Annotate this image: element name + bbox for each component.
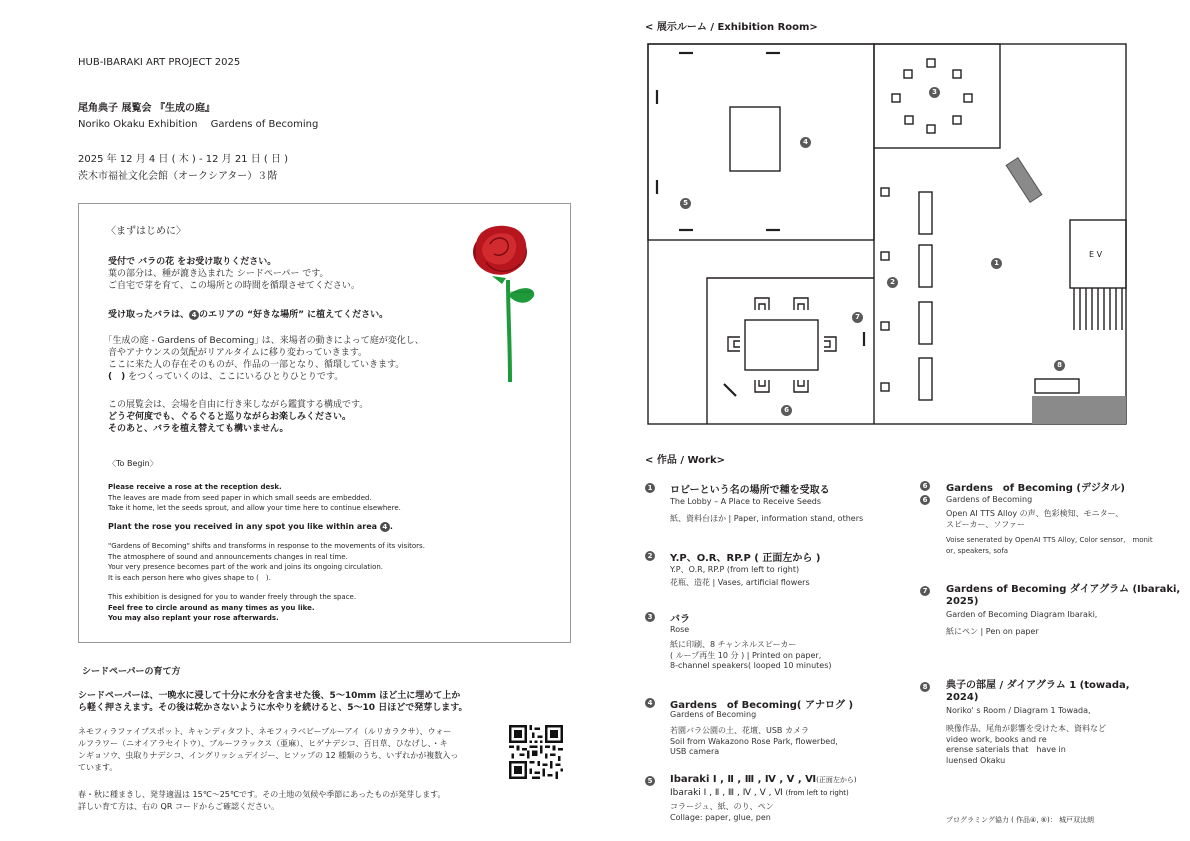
- intro-p4-line3: そのあと、バラを植え替えても構いません。: [108, 424, 289, 434]
- intro-en-paragraph-2: Plant the rose you received in any spot you like within area 4 .: [108, 522, 393, 531]
- work-4-title: Gardens of Becoming( アナログ ): [670, 700, 854, 711]
- seed-line3: ンギョソウ、虫取りナデシコ、イングリッシュデイジー、ヒソップの 12 種類のうち、いずれかが複数入っ: [78, 751, 459, 760]
- intro-p3-line1: ｢生成の庭 - Gardens of Becoming｣ は、来場者の動きによって庭が変化し、: [108, 336, 424, 346]
- intro-e1-line2: The leaves are made from seed paper in which small seeds are embedded.: [108, 493, 372, 502]
- work-1-title: ロビーという名の場所で種を受取る: [670, 485, 830, 496]
- intro-e4-line2: Feel free to circle around as many times as you like.: [108, 603, 315, 612]
- programming-credit: プログラミング協力 ( 作品④, ⑥)： 城戸双汰朗: [946, 816, 1094, 824]
- work-4-materials-line3: USB camera: [670, 747, 720, 756]
- work-2-subtitle: Y.P、O.R, RP.P (from left to right): [670, 565, 800, 574]
- intro-p1-line3: ご自宅で芽を育て、この場所との時間を循環させてください。: [108, 281, 360, 291]
- intro-p4-line2: どうぞ何度でも、ぐるぐると巡りながらお楽しみください。: [108, 412, 352, 422]
- work-1-number: 1: [645, 483, 655, 493]
- work-8-materials-line1: 映像作品、尾角が影響を受けた本、資料など: [946, 724, 1106, 733]
- intro-p4-line1: この展覧会は、会場を自由に行き来しながら鑑賞する構成です。: [108, 400, 369, 410]
- intro-heading-ja: 〈まずはじめに〉: [106, 226, 186, 237]
- intro-e3-line2: The atmosphere of sound and announcements changes in real time.: [108, 552, 348, 561]
- map-marker-5: 5: [680, 198, 691, 209]
- work-6-materials-line2: スピーカー、ソファー: [946, 519, 1026, 529]
- intro-p3-line3: ここに来た人の存在そのものが、作品の一部となり、循環していきます。: [108, 360, 405, 370]
- map-marker-7: 7: [852, 312, 863, 323]
- seed-line2: ルフラワー（ニオイアラセイトウ）、ブルーフラックス（亜麻）、ヒゲナデシコ、百日草、ひなげし、・キ: [78, 739, 448, 748]
- work-8-title-line2: 2024): [946, 692, 979, 703]
- work-4-materials-line1: 若園バラ公園の土、花壇、USB カメラ: [670, 726, 809, 735]
- work-5-title-note: (正面左から): [816, 776, 857, 784]
- work-1-subtitle: The Lobby – A Place to Receive Seeds: [670, 497, 822, 506]
- work-3-materials-line1: 紙に印刷、8 チャンネルスピーカー: [670, 640, 797, 649]
- intro-en-paragraph-4: [108, 592, 356, 624]
- project-name: HUB-IBARAKI ART PROJECT 2025: [78, 57, 241, 68]
- seed-heading: シードペーパーの育て方: [82, 667, 181, 677]
- work-6-subtitle: Gardens of Becoming: [946, 495, 1033, 504]
- intro-en-paragraph-1: [108, 482, 401, 514]
- intro-p3-line4: をつくっていくのは、ここにいるひとりひとりです。: [128, 372, 344, 382]
- seed-line5: 春・秋に種まきし、発芽適温は 15℃〜25℃です。その土地の気候や季節にあったものが発芽します。: [78, 790, 446, 799]
- intro-e1-bold: Please receive a rose at the reception desk.: [108, 483, 282, 491]
- intro-e3-line1: "Gardens of Becoming" shifts and transforms in response to the movements of its visitors.: [108, 542, 425, 550]
- exhibition-venue: 茨木市福祉文化会館（オークシアター）３階: [78, 171, 278, 182]
- intro-p2-bold-a: 受け取ったバラは、: [108, 310, 190, 320]
- work-8-materials-line2: video work, books and re: [946, 734, 1047, 744]
- exhibition-dates: 2025 年 12 月 4 日 ( 木 ) - 12 月 21 日 ( 日 ): [78, 154, 289, 165]
- work-8-number: 8: [920, 682, 930, 692]
- work-3-title: バラ: [670, 614, 690, 625]
- intro-p3-line2: 音やアナウンスの気配がリアルタイムに移り変わっていきます。: [108, 348, 368, 358]
- work-5-title: Ibaraki Ⅰ , Ⅱ , Ⅲ , Ⅳ , Ⅴ , Ⅵ: [670, 774, 817, 785]
- work-3-materials-line2: ( ループ再生 10 分 ) | Printed on paper,: [670, 650, 822, 660]
- work-8-title-block: [946, 680, 1130, 704]
- intro-e4-line3: You may also replant your rose afterwards.: [108, 614, 279, 622]
- work-7-title: Gardens of Becoming ダイアグラム (Ibaraki,: [946, 584, 1181, 595]
- intro-paragraph-3: [108, 335, 424, 383]
- area-4-badge-en: 4: [380, 522, 390, 532]
- work-3-materials-line3: 8-channel speakers( looped 10 minutes): [670, 661, 832, 670]
- exhibition-title-ja: 尾角典子 展覧会 『生成の庭』: [78, 103, 215, 114]
- area-4-badge: 4: [189, 310, 199, 320]
- work-7-number: 7: [920, 586, 930, 596]
- seed-line4: ています。: [78, 763, 118, 772]
- seed-varieties-paragraph: [78, 726, 458, 774]
- rose-icon: [468, 222, 540, 388]
- intro-en-paragraph-3: [108, 541, 425, 583]
- map-heading: < 展示ルーム / Exhibition Room>: [645, 22, 818, 33]
- intro-p3-bracket: ( ): [108, 372, 126, 382]
- work-2-title: Y.P、O.R、RP.P ( 正面左から ): [670, 553, 821, 564]
- work-6-title: Gardens of Becoming (デジタル): [946, 483, 1125, 494]
- seed-season-paragraph: [78, 789, 446, 813]
- map-marker-4: 4: [800, 137, 811, 148]
- work-5-materials-line1: コラージュ、紙、のり、ペン: [670, 802, 774, 811]
- intro-e4-line1: This exhibition is designed for you to wander freely through the space.: [108, 593, 357, 601]
- work-5-title-row: [670, 774, 857, 785]
- work-6-materials: [946, 509, 1123, 530]
- intro-paragraph-1: [108, 256, 360, 292]
- work-6-number: 6: [920, 481, 930, 491]
- work-7-materials: 紙にペン | Pen on paper: [946, 627, 1039, 636]
- intro-e3-line3: Your very presence becomes part of the work and joins its ongoing circulation.: [108, 563, 384, 571]
- work-8-materials-line4: luensed Okaku: [946, 755, 1006, 765]
- work-3-number: 3: [645, 612, 655, 622]
- work-2-materials: 花瓶、造花 | Vases, artificial flowers: [670, 578, 810, 587]
- work-3-subtitle: Rose: [670, 625, 690, 634]
- work-4-subtitle: Gardens of Becoming: [670, 710, 757, 719]
- map-marker-3: 3: [929, 87, 940, 98]
- intro-paragraph-2: [108, 307, 388, 320]
- work-8-materials: [946, 724, 1106, 766]
- intro-heading-en: 〈To Begin〉: [108, 459, 158, 468]
- intro-p2-bold-b: のエリアの “好きな場所” に植えてください。: [199, 310, 389, 320]
- work-8-title: 典子の部屋 / ダイアグラム 1 (towada,: [946, 680, 1130, 691]
- works-heading: < 作品 / Work>: [645, 455, 725, 466]
- work-5-materials: [670, 802, 774, 823]
- intro-p1-line2: 葉の部分は、種が漉き込まれた シードペーパー です。: [108, 269, 329, 279]
- work-5-materials-line2: Collage: paper, glue, pen: [670, 812, 771, 822]
- work-6-materials-line1: Open AI TTS Alloy の声、色彩検知、モニター、: [946, 509, 1124, 518]
- work-1-materials: 紙、資料台ほか | Paper, information stand, others: [670, 514, 864, 523]
- work-7-title-line2: 2025): [946, 596, 979, 607]
- work-4-materials: [670, 726, 838, 758]
- work-7-title-block: [946, 584, 1180, 608]
- intro-e1-line3: Take it home, let the seeds sprout, and allow your time here to continue elsewhere.: [108, 504, 401, 512]
- ev-label: E V: [1089, 250, 1103, 259]
- intro-p1-bold: 受付で バラの花 をお受け取りください。: [108, 257, 277, 267]
- work-8-materials-line3: erense saterials that have in: [946, 745, 1066, 754]
- work-4-materials-line2: Soil from Wakazono Rose Park, flowerbed,: [670, 736, 838, 746]
- seed-bold-line1: シードペーパーは、一晩水に浸して十分に水分を含ませた後、5〜10mm ほど土に埋めて上か: [78, 691, 461, 701]
- map-marker-6: 6: [781, 405, 792, 416]
- work-3-materials: [670, 640, 832, 672]
- seed-bold-line2: ら軽く押さえます。その後は乾かさないように水やりを続けると、5〜10 日ほどで発芽します。: [78, 703, 468, 713]
- intro-e2-bold: Plant the rose you received in any spot you like within area: [108, 522, 378, 531]
- work-2-number: 2: [645, 551, 655, 561]
- exhibition-floor-map: [644, 40, 1130, 430]
- work-6-materials-line4: or, speakers, sofa: [946, 546, 1009, 555]
- work-8-subtitle: Noriko' s Room / Diagram 1 Towada,: [946, 706, 1091, 715]
- work-4-number: 4: [645, 698, 655, 708]
- map-marker-2: 2: [887, 277, 898, 288]
- intro-paragraph-4: [108, 399, 368, 435]
- work-5-subtitle-row: [670, 788, 849, 798]
- intro-e3-line4: It is each person here who gives shape to ( ).: [108, 573, 271, 582]
- work-6-materials-line3: Voise senerated by OpenAI TTS Alloy, Color sensor, monit: [946, 536, 1153, 544]
- map-marker-1: 1: [991, 258, 1002, 269]
- seed-line1: ネモフィラファイブスポット、キャンディタフト、ネモフィラベビーブルーアイ（ルリカラクサ）、ウォー: [78, 727, 452, 736]
- work-5-number: 5: [645, 776, 655, 786]
- work-6-number-sub: 6: [920, 495, 930, 505]
- seed-line6: 詳しい育て方は、右の QR コードからご確認ください。: [78, 802, 279, 811]
- work-5-subtitle: Ibaraki Ⅰ , Ⅱ , Ⅲ , Ⅳ , Ⅴ , Ⅵ: [670, 788, 783, 798]
- work-6-materials-en: [946, 535, 1153, 556]
- seed-bold-paragraph: [78, 690, 467, 714]
- map-marker-8: 8: [1054, 360, 1065, 371]
- qr-code-icon[interactable]: [509, 725, 563, 779]
- exhibition-title-en: Noriko Okaku Exhibition Gardens of Becoming: [78, 119, 319, 130]
- work-7-subtitle: Garden of Becoming Diagram Ibaraki,: [946, 610, 1098, 619]
- work-5-subtitle-note: (from left to right): [785, 789, 849, 797]
